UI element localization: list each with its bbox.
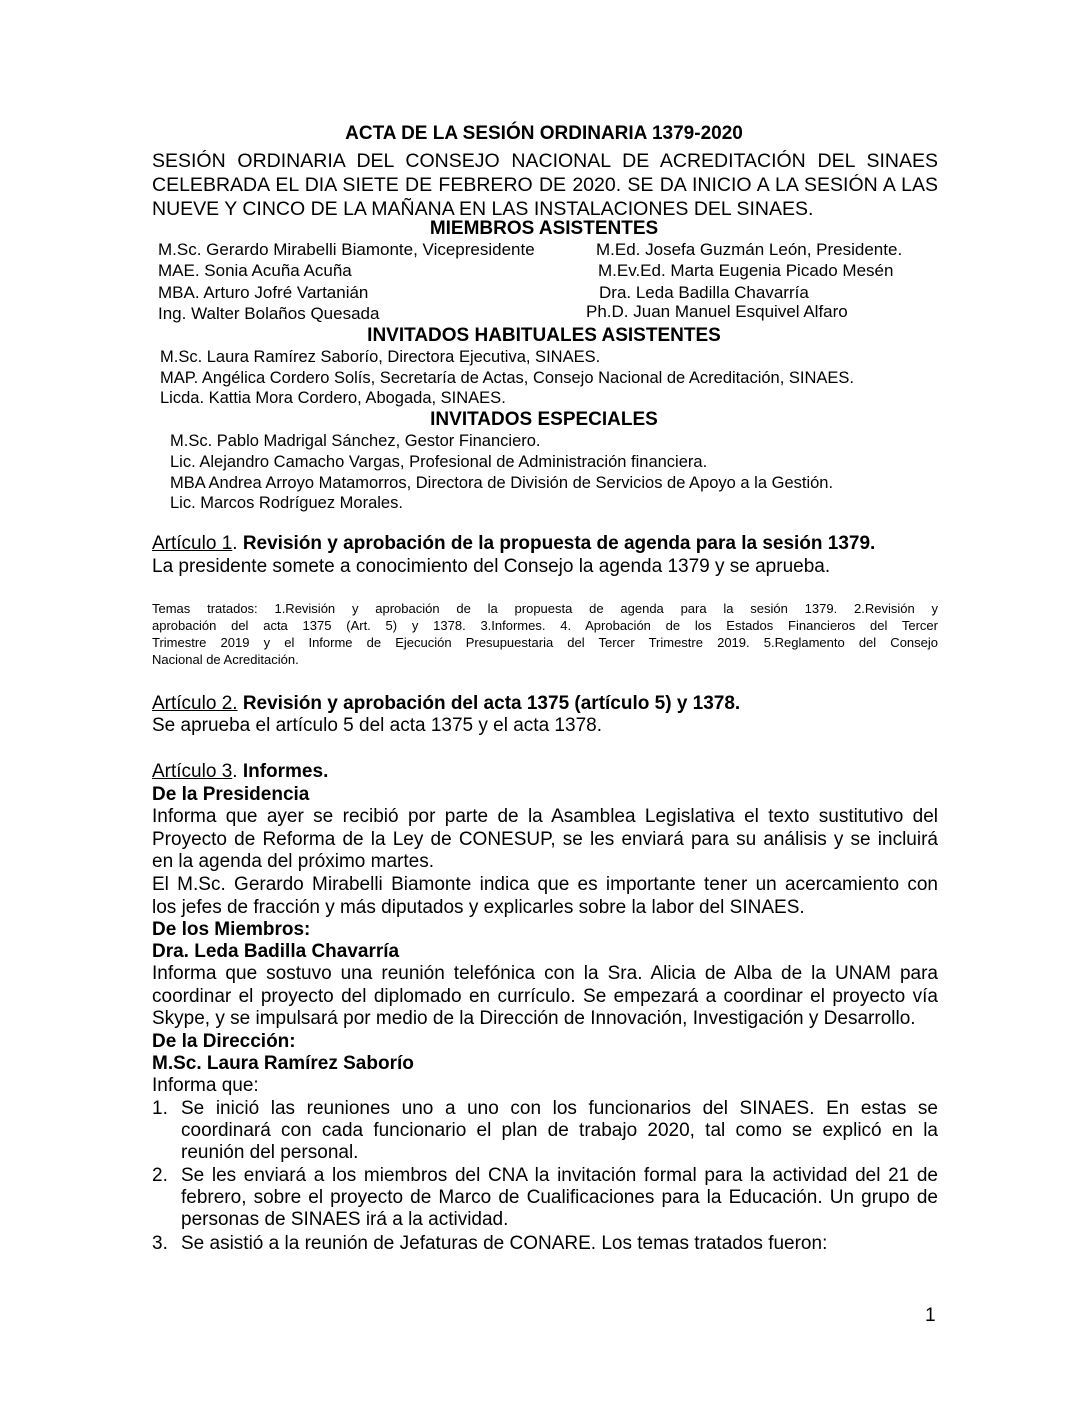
invitado-habitual: M.Sc. Laura Ramírez Saborío, Directora Ejecutiva, SINAES. <box>160 348 601 366</box>
list-number: 3. <box>152 1233 168 1254</box>
miembro-left: MAE. Sonia Acuña Acuña <box>158 261 352 280</box>
invitado-especial: Lic. Alejandro Camacho Vargas, Profesional de Administración financiera. <box>170 453 708 471</box>
miembro-right: Ph.D. Juan Manuel Esquivel Alfaro <box>586 302 848 321</box>
miembro-left: M.Sc. Gerardo Mirabelli Biamonte, Vicepresidente <box>158 240 535 259</box>
especiales-heading: INVITADOS ESPECIALES <box>430 409 658 430</box>
habituales-heading: INVITADOS HABITUALES ASISTENTES <box>367 325 721 346</box>
presidencia-paragraph-2: El M.Sc. Gerardo Mirabelli Biamonte indica que es importante tener un acercamiento con los jefes de fracción y más diputados y explicarles sobre la labor del SINAES. <box>152 874 938 918</box>
article-title: Informes. <box>242 761 329 782</box>
invitado-especial: M.Sc. Pablo Madrigal Sánchez, Gestor Financiero. <box>170 432 541 450</box>
article-number: Artículo 3 <box>152 761 233 782</box>
temas-line: Temas tratados: 1.Revisión y aprobación de la propuesta de agenda para la sesión 1379. 2.Revisión y <box>152 601 938 616</box>
presidencia-paragraph: Informa que ayer se recibió por parte de la Asamblea Legislativa el texto sustitutivo del Proyecto de Reforma de la Ley de CONESUP, se les enviará para su análisis y se incluirá en la agenda del próximo martes. <box>152 806 938 872</box>
list-number: 2. <box>152 1165 168 1186</box>
list-item: 2. Se les enviará a los miembros del CNA la invitación formal para la actividad del 21 de febrero, sobre el proyecto de Marco de Cualificaciones para la Educación. Un grupo de personas de SINAES irá a la actividad. <box>152 1165 938 1230</box>
temas-line: aprobación del acta 1375 (Art. 5) y 1378. 3.Informes. 4. Aprobación de los Estados Financieros del Tercer <box>152 618 938 633</box>
list-item: 3. Se asistió a la reunión de Jefaturas de CONARE. Los temas tratados fueron: <box>152 1233 828 1254</box>
intro-line: SESIÓN ORDINARIA DEL CONSEJO NACIONAL DE ACREDITACIÓN DEL SINAES <box>152 150 938 172</box>
article-number: Artículo 2. <box>152 693 238 714</box>
article-1-heading: Artículo 1. Revisión y aprobación de la propuesta de agenda para la sesión 1379. <box>152 533 876 554</box>
miembro-left: MBA. Arturo Jofré Vartanián <box>158 283 369 302</box>
intro-line: NUEVE Y CINCO DE LA MAÑANA EN LAS INSTALACIONES DEL SINAES. <box>152 198 814 220</box>
list-number: 1. <box>152 1098 168 1119</box>
miembro-right: Dra. Leda Badilla Chavarría <box>599 283 809 302</box>
page-number: 1 <box>925 1305 936 1326</box>
article-3-heading: Artículo 3. Informes. <box>152 761 329 782</box>
miembro-paragraph: Informa que sostuvo una reunión telefónica con la Sra. Alicia de Alba de la UNAM para coordinar el proyecto del diplomado en currículo. Se empezará a coordinar el proyecto vía Skype, y se impulsará por medio de la Dirección de Innovación, Investigación y Desarrollo. <box>152 963 938 1029</box>
article-title: Revisión y aprobación de la propuesta de agenda para la sesión 1379. <box>242 533 876 554</box>
temas-line: Trimestre 2019 y el Informe de Ejecución Presupuestaria del Tercer Trimestre 2019. 5.Reglamento del Consejo <box>152 635 938 650</box>
article-number: Artículo 1 <box>152 533 233 554</box>
invitado-especial: Lic. Marcos Rodríguez Morales. <box>170 494 403 512</box>
article-2-heading <box>152 693 740 715</box>
miembro-name: Dra. Leda Badilla Chavarría <box>152 941 400 962</box>
invitado-especial: MBA Andrea Arroyo Matamorros, Directora de División de Servicios de Apoyo a la Gestión. <box>170 474 834 492</box>
informa-que: Informa que: <box>152 1075 259 1096</box>
director-name: M.Sc. Laura Ramírez Saborío <box>152 1053 414 1074</box>
intro-paragraph <box>152 149 938 221</box>
miembros-subheading: De los Miembros: <box>152 919 311 940</box>
document-title: ACTA DE LA SESIÓN ORDINARIA 1379-2020 <box>345 123 743 144</box>
presidencia-heading: De la Presidencia <box>152 784 310 805</box>
list-item: 1. Se inició las reuniones uno a uno con los funcionarios del SINAES. En estas se coordinará con cada funcionario el plan de trabajo 2020, tal como se explicó en la reunión del personal. <box>152 1098 938 1163</box>
intro-line: CELEBRADA EL DIA SIETE DE FEBRERO DE 2020. SE DA INICIO A LA SESIÓN A LAS <box>152 174 938 196</box>
invitado-habitual: MAP. Angélica Cordero Solís, Secretaría de Actas, Consejo Nacional de Acreditación, SINAES. <box>160 369 854 387</box>
article-2-body: Se aprueba el artículo 5 del acta 1375 y el acta 1378. <box>152 715 602 736</box>
article-title: Revisión y aprobación del acta 1375 (artículo 5) y 1378. <box>242 693 741 714</box>
direccion-subheading: De la Dirección: <box>152 1031 296 1052</box>
article-1-body: La presidente somete a conocimiento del Consejo la agenda 1379 y se aprueba. <box>152 556 831 577</box>
miembro-left: Ing. Walter Bolaños Quesada <box>158 304 380 323</box>
miembro-right: M.Ed. Josefa Guzmán León, Presidente. <box>596 240 903 259</box>
miembro-right: M.Ev.Ed. Marta Eugenia Picado Mesén <box>598 261 894 280</box>
miembros-heading: MIEMBROS ASISTENTES <box>429 218 659 239</box>
invitado-habitual: Licda. Kattia Mora Cordero, Abogada, SINAES. <box>160 389 506 407</box>
temas-tratados <box>152 600 938 668</box>
temas-line: Nacional de Acreditación. <box>152 652 299 667</box>
